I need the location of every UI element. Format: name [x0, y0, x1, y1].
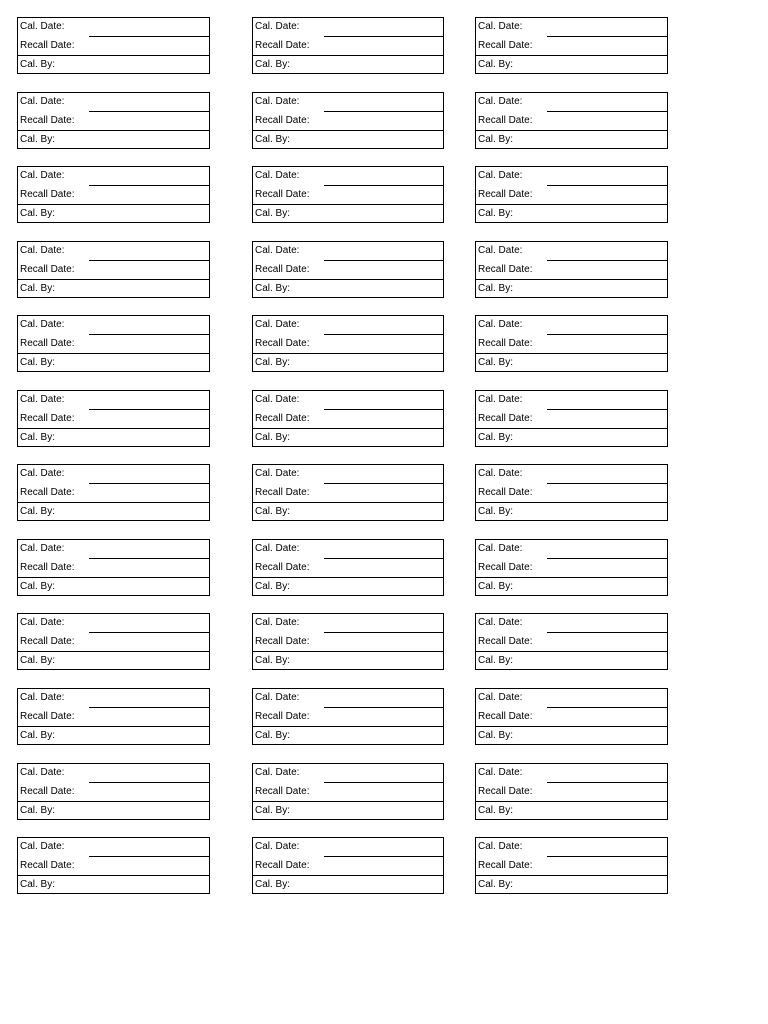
cal-date-row [476, 764, 667, 783]
cal-by-row [18, 56, 209, 75]
cal-by-label: Cal. By: [20, 432, 56, 443]
cal-date-row [253, 689, 443, 708]
cal-by-label: Cal. By: [478, 432, 514, 443]
cal-date-row [253, 18, 443, 37]
cal-date-row [18, 167, 209, 186]
calibration-label [475, 241, 668, 298]
calibration-label [252, 613, 444, 670]
recall-date-label: Recall Date: [478, 413, 533, 424]
cal-by-row [253, 429, 443, 448]
recall-date-label: Recall Date: [20, 711, 75, 722]
cal-date-label: Cal. Date: [20, 21, 65, 32]
cal-by-label: Cal. By: [478, 59, 514, 70]
recall-date-row [476, 484, 667, 503]
cal-date-row [476, 167, 667, 186]
recall-date-row [18, 186, 209, 205]
recall-date-row [476, 112, 667, 131]
cal-date-row [18, 838, 209, 857]
recall-date-label: Recall Date: [255, 264, 310, 275]
cal-date-row [476, 242, 667, 261]
cal-date-row [18, 391, 209, 410]
recall-date-row [18, 335, 209, 354]
cal-date-row [18, 764, 209, 783]
recall-date-row [18, 708, 209, 727]
recall-date-label: Recall Date: [20, 636, 75, 647]
cal-by-row [476, 131, 667, 150]
recall-date-label: Recall Date: [20, 413, 75, 424]
calibration-label [17, 92, 210, 149]
cal-date-label: Cal. Date: [20, 394, 65, 405]
calibration-label [17, 315, 210, 372]
cal-by-label: Cal. By: [255, 879, 291, 890]
calibration-label [252, 315, 444, 372]
cal-date-label: Cal. Date: [20, 96, 65, 107]
calibration-label [475, 92, 668, 149]
cal-date-row [253, 764, 443, 783]
cal-by-label: Cal. By: [478, 283, 514, 294]
cal-date-label: Cal. Date: [255, 543, 300, 554]
cal-by-row [476, 727, 667, 746]
cal-date-label: Cal. Date: [478, 468, 523, 479]
cal-by-row [253, 802, 443, 821]
cal-by-row [253, 280, 443, 299]
cal-by-label: Cal. By: [255, 805, 291, 816]
cal-date-row [18, 689, 209, 708]
cal-by-row [476, 503, 667, 522]
cal-by-row [18, 354, 209, 373]
calibration-label [17, 17, 210, 74]
cal-date-label: Cal. Date: [20, 468, 65, 479]
recall-date-row [253, 484, 443, 503]
recall-date-row [18, 410, 209, 429]
cal-by-row [18, 727, 209, 746]
cal-date-label: Cal. Date: [478, 319, 523, 330]
cal-date-label: Cal. Date: [478, 170, 523, 181]
cal-date-label: Cal. Date: [255, 319, 300, 330]
calibration-label [475, 837, 668, 894]
cal-by-label: Cal. By: [255, 655, 291, 666]
recall-date-row [476, 708, 667, 727]
cal-by-row [476, 652, 667, 671]
recall-date-row [18, 112, 209, 131]
calibration-label [17, 166, 210, 223]
cal-date-label: Cal. Date: [478, 767, 523, 778]
cal-date-row [253, 93, 443, 112]
cal-by-label: Cal. By: [20, 805, 56, 816]
calibration-label [17, 763, 210, 820]
recall-date-row [253, 261, 443, 280]
cal-by-row [476, 578, 667, 597]
calibration-label [475, 763, 668, 820]
calibration-label [252, 464, 444, 521]
cal-by-row [253, 131, 443, 150]
cal-date-label: Cal. Date: [20, 170, 65, 181]
recall-date-label: Recall Date: [478, 636, 533, 647]
recall-date-label: Recall Date: [20, 860, 75, 871]
recall-date-label: Recall Date: [478, 711, 533, 722]
cal-by-label: Cal. By: [255, 506, 291, 517]
cal-by-row [253, 354, 443, 373]
cal-by-label: Cal. By: [478, 655, 514, 666]
cal-date-row [476, 689, 667, 708]
recall-date-row [18, 857, 209, 876]
cal-by-label: Cal. By: [255, 134, 291, 145]
cal-date-row [476, 391, 667, 410]
cal-by-label: Cal. By: [20, 730, 56, 741]
recall-date-label: Recall Date: [478, 115, 533, 126]
recall-date-label: Recall Date: [255, 860, 310, 871]
cal-by-row [476, 280, 667, 299]
cal-date-row [476, 838, 667, 857]
recall-date-label: Recall Date: [20, 338, 75, 349]
cal-date-label: Cal. Date: [478, 96, 523, 107]
recall-date-row [253, 783, 443, 802]
cal-date-row [476, 465, 667, 484]
recall-date-label: Recall Date: [255, 40, 310, 51]
recall-date-label: Recall Date: [255, 711, 310, 722]
cal-date-label: Cal. Date: [255, 96, 300, 107]
cal-date-label: Cal. Date: [255, 767, 300, 778]
recall-date-label: Recall Date: [20, 562, 75, 573]
calibration-label [17, 539, 210, 596]
recall-date-row [18, 633, 209, 652]
cal-date-label: Cal. Date: [255, 21, 300, 32]
cal-by-label: Cal. By: [255, 357, 291, 368]
cal-by-label: Cal. By: [478, 357, 514, 368]
cal-date-label: Cal. Date: [255, 394, 300, 405]
recall-date-row [253, 335, 443, 354]
recall-date-label: Recall Date: [20, 189, 75, 200]
cal-by-row [253, 652, 443, 671]
cal-by-row [18, 429, 209, 448]
recall-date-label: Recall Date: [478, 189, 533, 200]
cal-by-label: Cal. By: [255, 730, 291, 741]
calibration-label [475, 390, 668, 447]
cal-by-row [18, 131, 209, 150]
cal-by-label: Cal. By: [20, 506, 56, 517]
cal-date-row [253, 838, 443, 857]
cal-by-label: Cal. By: [255, 59, 291, 70]
recall-date-row [18, 261, 209, 280]
recall-date-row [476, 559, 667, 578]
cal-by-row [253, 727, 443, 746]
cal-by-label: Cal. By: [478, 805, 514, 816]
calibration-label [475, 688, 668, 745]
calibration-label [475, 166, 668, 223]
cal-date-row [18, 93, 209, 112]
recall-date-label: Recall Date: [255, 338, 310, 349]
recall-date-row [476, 335, 667, 354]
cal-by-label: Cal. By: [478, 506, 514, 517]
calibration-label [252, 17, 444, 74]
cal-date-label: Cal. Date: [20, 841, 65, 852]
cal-date-label: Cal. Date: [20, 245, 65, 256]
cal-by-label: Cal. By: [478, 730, 514, 741]
cal-date-row [18, 18, 209, 37]
recall-date-row [253, 112, 443, 131]
cal-date-label: Cal. Date: [478, 617, 523, 628]
cal-by-row [18, 503, 209, 522]
recall-date-row [476, 783, 667, 802]
recall-date-row [476, 410, 667, 429]
cal-by-label: Cal. By: [20, 283, 56, 294]
recall-date-row [476, 633, 667, 652]
calibration-label [17, 688, 210, 745]
calibration-label [475, 17, 668, 74]
cal-date-label: Cal. Date: [255, 245, 300, 256]
recall-date-label: Recall Date: [255, 487, 310, 498]
cal-date-label: Cal. Date: [255, 692, 300, 703]
cal-by-label: Cal. By: [478, 134, 514, 145]
cal-date-row [18, 614, 209, 633]
cal-by-label: Cal. By: [20, 879, 56, 890]
recall-date-row [253, 633, 443, 652]
cal-by-label: Cal. By: [20, 655, 56, 666]
recall-date-row [476, 857, 667, 876]
cal-date-row [476, 18, 667, 37]
cal-by-row [18, 652, 209, 671]
cal-by-row [253, 578, 443, 597]
cal-date-label: Cal. Date: [478, 692, 523, 703]
calibration-label [252, 688, 444, 745]
cal-date-label: Cal. Date: [478, 245, 523, 256]
cal-by-label: Cal. By: [255, 432, 291, 443]
cal-date-label: Cal. Date: [20, 767, 65, 778]
cal-by-label: Cal. By: [255, 581, 291, 592]
cal-date-label: Cal. Date: [255, 170, 300, 181]
calibration-label [17, 241, 210, 298]
cal-date-row [253, 540, 443, 559]
cal-date-label: Cal. Date: [478, 21, 523, 32]
cal-date-row [476, 540, 667, 559]
cal-by-row [18, 578, 209, 597]
cal-date-row [18, 465, 209, 484]
calibration-label [252, 92, 444, 149]
recall-date-row [253, 410, 443, 429]
cal-date-label: Cal. Date: [478, 394, 523, 405]
cal-date-row [476, 93, 667, 112]
cal-by-label: Cal. By: [20, 581, 56, 592]
cal-date-label: Cal. Date: [255, 841, 300, 852]
cal-by-row [476, 205, 667, 224]
calibration-label [17, 390, 210, 447]
recall-date-label: Recall Date: [255, 562, 310, 573]
calibration-label [252, 539, 444, 596]
cal-by-row [476, 56, 667, 75]
calibration-label [252, 390, 444, 447]
recall-date-label: Recall Date: [255, 189, 310, 200]
recall-date-label: Recall Date: [20, 487, 75, 498]
cal-by-row [18, 280, 209, 299]
recall-date-label: Recall Date: [20, 786, 75, 797]
recall-date-row [253, 186, 443, 205]
recall-date-label: Recall Date: [478, 562, 533, 573]
recall-date-row [18, 783, 209, 802]
recall-date-label: Recall Date: [255, 413, 310, 424]
cal-date-label: Cal. Date: [20, 617, 65, 628]
calibration-label [252, 166, 444, 223]
recall-date-row [476, 186, 667, 205]
recall-date-label: Recall Date: [20, 264, 75, 275]
cal-by-row [253, 56, 443, 75]
cal-by-row [476, 429, 667, 448]
calibration-label [252, 241, 444, 298]
recall-date-label: Recall Date: [20, 40, 75, 51]
cal-by-row [476, 876, 667, 895]
cal-by-label: Cal. By: [478, 581, 514, 592]
cal-by-row [476, 802, 667, 821]
cal-date-row [253, 465, 443, 484]
cal-date-label: Cal. Date: [478, 841, 523, 852]
cal-by-label: Cal. By: [255, 283, 291, 294]
calibration-label [252, 763, 444, 820]
recall-date-row [253, 857, 443, 876]
cal-by-label: Cal. By: [478, 879, 514, 890]
cal-date-row [253, 614, 443, 633]
recall-date-label: Recall Date: [478, 786, 533, 797]
recall-date-label: Recall Date: [478, 264, 533, 275]
calibration-label [252, 837, 444, 894]
cal-by-label: Cal. By: [20, 134, 56, 145]
recall-date-row [253, 559, 443, 578]
cal-by-row [18, 802, 209, 821]
calibration-label [475, 464, 668, 521]
calibration-label [475, 315, 668, 372]
cal-date-label: Cal. Date: [20, 319, 65, 330]
recall-date-row [253, 708, 443, 727]
recall-date-label: Recall Date: [20, 115, 75, 126]
cal-date-label: Cal. Date: [20, 692, 65, 703]
cal-date-row [253, 391, 443, 410]
cal-date-row [253, 167, 443, 186]
cal-by-label: Cal. By: [20, 59, 56, 70]
recall-date-row [18, 559, 209, 578]
cal-date-row [18, 540, 209, 559]
recall-date-row [476, 37, 667, 56]
cal-date-label: Cal. Date: [255, 468, 300, 479]
cal-by-row [253, 205, 443, 224]
recall-date-row [476, 261, 667, 280]
recall-date-label: Recall Date: [255, 786, 310, 797]
cal-by-row [253, 876, 443, 895]
cal-date-row [18, 242, 209, 261]
cal-by-label: Cal. By: [255, 208, 291, 219]
cal-by-label: Cal. By: [478, 208, 514, 219]
cal-date-label: Cal. Date: [255, 617, 300, 628]
cal-date-label: Cal. Date: [478, 543, 523, 554]
recall-date-label: Recall Date: [478, 860, 533, 871]
recall-date-row [18, 37, 209, 56]
cal-by-row [253, 503, 443, 522]
recall-date-label: Recall Date: [255, 115, 310, 126]
cal-by-row [476, 354, 667, 373]
cal-date-row [476, 316, 667, 335]
calibration-label [475, 539, 668, 596]
cal-date-row [476, 614, 667, 633]
recall-date-label: Recall Date: [255, 636, 310, 647]
cal-date-row [253, 242, 443, 261]
recall-date-row [18, 484, 209, 503]
cal-by-row [18, 205, 209, 224]
cal-by-label: Cal. By: [20, 208, 56, 219]
recall-date-label: Recall Date: [478, 40, 533, 51]
calibration-label [17, 464, 210, 521]
cal-by-label: Cal. By: [20, 357, 56, 368]
calibration-label [17, 837, 210, 894]
calibration-label [475, 613, 668, 670]
cal-date-row [18, 316, 209, 335]
cal-date-label: Cal. Date: [20, 543, 65, 554]
cal-date-row [253, 316, 443, 335]
recall-date-label: Recall Date: [478, 487, 533, 498]
recall-date-row [253, 37, 443, 56]
recall-date-label: Recall Date: [478, 338, 533, 349]
calibration-label [17, 613, 210, 670]
cal-by-row [18, 876, 209, 895]
